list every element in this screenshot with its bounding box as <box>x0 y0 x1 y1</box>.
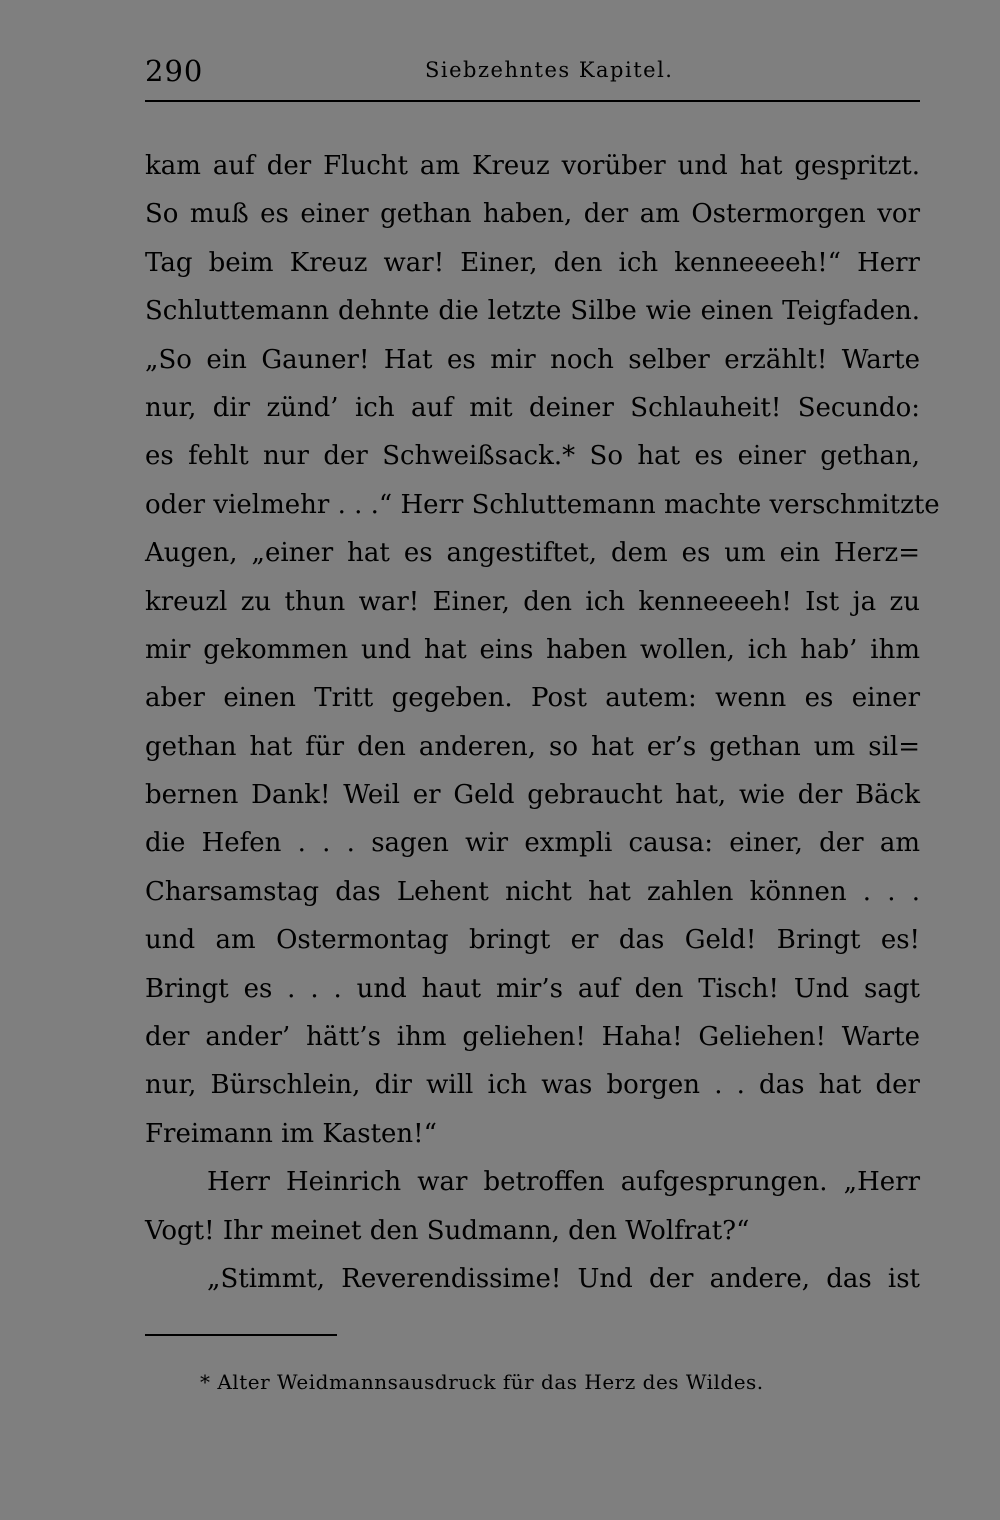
text-line: Charsamstag das Lehent nicht hat zahlen können . . . <box>145 876 920 907</box>
text-line: Tag beim Kreuz war! Einer, den ich kenneeeeh!“ Herr <box>145 247 920 278</box>
text-line: „Stimmt, Reverendissime! Und der andere, das ist <box>207 1263 920 1294</box>
text-line: Herr Heinrich war betroffen aufgesprungen. „Herr <box>207 1167 920 1198</box>
text-line: So muß es einer gethan haben, der am Ostermorgen vor <box>145 199 920 230</box>
text-line: nur, dir zünd’ ich auf mit deiner Schlauheit! Secundo: <box>145 392 920 423</box>
header-rule <box>145 100 920 102</box>
text-line: „So ein Gauner! Hat es mir noch selber erzählt! Warte <box>145 344 920 375</box>
page-number: 290 <box>145 54 204 88</box>
text-line: Augen, „einer hat es angestiftet, dem es um ein Herz= <box>145 538 920 569</box>
text-line: aber einen Tritt gegeben. Post autem: wenn es einer <box>145 683 920 714</box>
text-line: Vogt! Ihr meinet den Sudmann, den Wolfrat?“ <box>145 1215 750 1246</box>
text-line: nur, Bürschlein, dir will ich was borgen . . das hat der <box>145 1070 920 1101</box>
text-line: gethan hat für den anderen, so hat er’s gethan um sil= <box>145 731 920 762</box>
footnote-rule <box>145 1334 337 1336</box>
text-line: und am Ostermontag bringt er das Geld! Bringt es! <box>145 925 920 956</box>
page-header <box>145 54 920 94</box>
text-line: bernen Dank! Weil er Geld gebraucht hat, wie der Bäck <box>145 780 920 811</box>
text-line: Schluttemann dehnte die letzte Silbe wie einen Teigfaden. <box>145 296 920 327</box>
text-line: Bringt es . . . und haut mir’s auf den Tisch! Und sagt <box>145 973 920 1004</box>
text-line: oder vielmehr . . .“ Herr Schluttemann machte verschmitzte <box>145 489 940 520</box>
text-line: mir gekommen und hat eins haben wollen, ich hab’ ihm <box>145 634 920 665</box>
chapter-running-head: Siebzehntes Kapitel. <box>425 58 674 82</box>
text-line: kreuzl zu thun war! Einer, den ich kenneeeeh! Ist ja zu <box>145 586 920 617</box>
footnote: * Alter Weidmannsausdruck für das Herz des Wildes. <box>200 1370 764 1394</box>
text-line: der ander’ hätt’s ihm geliehen! Haha! Geliehen! Warte <box>145 1022 920 1053</box>
text-line: kam auf der Flucht am Kreuz vorüber und hat gespritzt. <box>145 151 920 181</box>
body-text <box>145 142 940 1303</box>
text-line: Freimann im Kasten!“ <box>145 1118 437 1149</box>
text-line: es fehlt nur der Schweißsack.* So hat es einer gethan, <box>145 441 920 472</box>
text-line: die Hefen . . . sagen wir exmpli causa: einer, der am <box>145 828 920 859</box>
